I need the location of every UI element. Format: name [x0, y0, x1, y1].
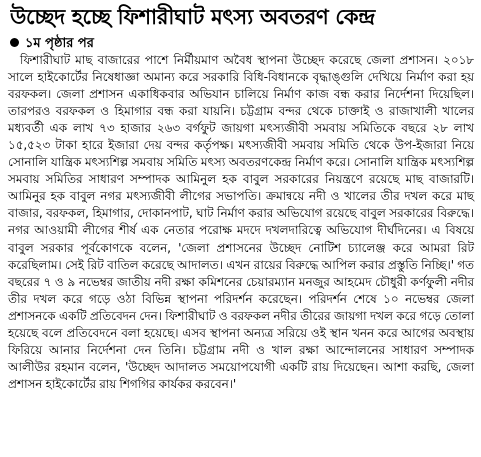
article-headline: উচ্ছেদ হচ্ছে ফিশারীঘাট মৎস্য অবতরণ কেন্দ্র — [10, 5, 375, 29]
bullet-icon — [10, 38, 19, 47]
article-body: ফিশারীঘাট মাছ বাজারের পাশে নির্মীয়মাণ অবৈধ স্থাপনা উচ্ছেদ করেছে জেলা প্রশাসন। ২০১৮ সালে হাইকোর্টের নিষেধাজ্ঞা অমান্য করে সরকারি বিধি-বিধানকে বৃদ্ধাঙ্গুলি দেখিয়ে নির্মাণ করা হয় বরফকল। জেলা প্রশাসন একাধিকবার অভিযান চালিয়ে নির্মাণ কাজ বন্ধ করার নির্দেশনা দিয়েছিল। তারপরও বরফকল ও হিমাগার বন্ধ করা যায়নি। চট্টগ্রাম বন্দর থেকে চাক্তাই ও রাজাখালী খালের মধ্যবর্তী এক লাখ ৭৩ হাজার ২৬৩ বর্গফুট জায়গা মৎস্যজীবী সমবায় সমিতিকে বছরে ২৮ লাখ ১৫,৫২৩ টাকা হারে ইজারা দেয় বন্দর কর্তৃপক্ষ। মৎস্যজীবী সমবায় সমিতি থেকে উপ-ইজারা নিয়ে সোনালি যান্ত্রিক মৎস্যশিল্প সমবায় সমিতি মৎস্য অবতরণকেন্দ্র নির্মাণ করে। সোনালি যান্ত্রিক মৎস্যশিল্প সমবায় সমিতির সাধারণ সম্পাদক আমিনুল হক বাবুল সরকারের নিয়ন্ত্রণে রয়েছে মাছ বাজারটি। আমিনুর হক বাবুল নগর মৎস্যজীবী লীগের সভাপতি। ক্রমান্বয়ে নদী ও খালের তীর দখল করে মাছ বাজার, বরফকল, হিমাগার, দোকানপাট, ঘাট নির্মাণ করার অভিযোগ রয়েছে বাবুল সরকারের বিরুদ্ধে। নগর আওয়ামী লীগের শীর্ষ এক নেতার পরোক্ষ মদদে দখলদারিত্বে অভিযোগ দীর্ঘদিনের। এ বিষয়ে বাবুল সরকার পূর্বকোণকে বলেন, 'জেলা প্রশাসনের উচ্ছেদ নোটিশ চ্যালেঞ্জ করে আমরা রিট করেছিলাম। সেই রিট বাতিল করেছে আদালত। এখন রায়ের বিরুদ্ধে আপিল করার প্রস্তুতি নিচ্ছি।' গত বছরের ৭ ও ৯ নভেম্বর জাতীয় নদী রক্ষা কমিশনের চেয়ারম্যান মনজুর আহমেদ চৌধুরী কর্ণফুলী নদীর তীর দখল করে গড়ে ওঠা বিভিন্ন স্থাপনা পরিদর্শন করেছেন। পরিদর্শন শেষে ১০ নভেম্বর জেলা প্রশাসনকে একটি প্রতিবেদন দেন। ফিশারীঘাট ও বরফকল নদীর তীরের জায়গা দখল করে গড়ে তোলা হয়েছে বলে প্রতিবেদনে বলা হয়েছে। এসব স্থাপনা অন্যত্র সরিয়ে ওই স্থান খনন করে আগের অবস্থায় ফিরিয়ে আনার নির্দেশনা দেন তিনি। চট্টগ্রাম নদী ও খাল রক্ষা আন্দোলনের সাধারণ সম্পাদক আলীউর রহমান বলেন, 'উচ্ছেদ আদালত সময়োপযোগী একটি রায় দিয়েছেন। আশা করছি, জেলা প্রশাসন হাইকোর্টের রায় শিগগির কার্যকর করবেন।' — [8, 53, 474, 391]
continued-label: ১ম পৃষ্ঠার পর — [25, 36, 94, 51]
continued-marker — [10, 36, 94, 52]
